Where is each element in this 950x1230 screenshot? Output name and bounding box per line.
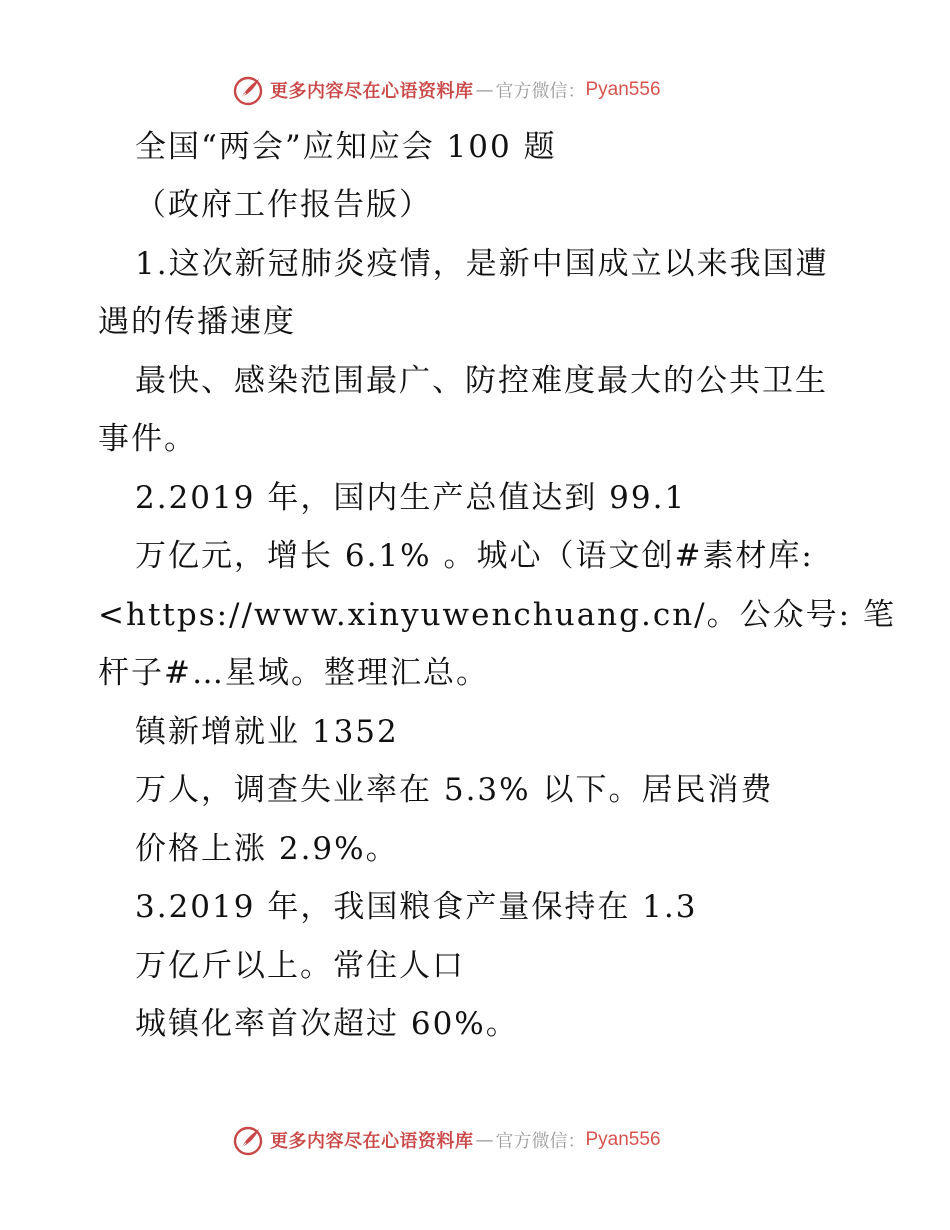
watermark-group bbox=[232, 1124, 661, 1156]
header-watermark bbox=[0, 70, 950, 110]
watermark-wechat-id: Pyan556 bbox=[585, 1129, 661, 1150]
text-line: 万亿斤以上。常住人口 bbox=[135, 948, 465, 984]
text-line: 1.这次新冠肺炎疫情，是新中国成立以来我国遭 bbox=[135, 246, 829, 282]
text-line: 3.2019 年，我国粮食产量保持在 1.3 bbox=[135, 889, 698, 925]
watermark-wechat-id: Pyan556 bbox=[585, 79, 661, 100]
quill-logo-icon bbox=[232, 1124, 264, 1156]
watermark-wechat-label: 官方微信： bbox=[495, 81, 586, 102]
watermark-text: 更多内容尽在心语资料库 bbox=[270, 1131, 474, 1152]
watermark-text: 更多内容尽在心语资料库 bbox=[270, 81, 474, 102]
text-line: 城镇化率首次超过 60%。 bbox=[135, 1006, 519, 1042]
watermark-separator: — bbox=[475, 1129, 494, 1151]
text-line: 事件。 bbox=[98, 421, 197, 457]
document-title: 全国“两会”应知应会 100 题 bbox=[135, 129, 557, 165]
text-line: 价格上涨 2.9%。 bbox=[135, 831, 399, 867]
watermark-wechat-label: 官方微信： bbox=[495, 1131, 586, 1152]
text-line: 万亿元，增长 6.1% 。城心（语文创#素材库: bbox=[135, 538, 814, 574]
text-line: 最快、感染范围最广、防控难度最大的公共卫生 bbox=[135, 363, 828, 399]
quill-logo-icon bbox=[232, 74, 264, 106]
footer-watermark bbox=[0, 1120, 950, 1160]
text-line: 2.2019 年，国内生产总值达到 99.1 bbox=[135, 480, 687, 516]
document-subtitle: （政府工作报告版） bbox=[135, 187, 432, 223]
text-line: 镇新增就业 1352 bbox=[135, 714, 399, 750]
watermark-separator: — bbox=[475, 79, 494, 101]
watermark-group bbox=[232, 74, 661, 106]
text-line: 遇的传播速度 bbox=[98, 304, 296, 340]
text-line: 万人，调查失业率在 5.3% 以下。居民消费 bbox=[135, 772, 774, 808]
text-line: <https://www.xinyuwenchuang.cn/。公众号: 笔 bbox=[98, 597, 896, 633]
text-line: 杆子#…星域。整理汇总。 bbox=[98, 655, 489, 691]
